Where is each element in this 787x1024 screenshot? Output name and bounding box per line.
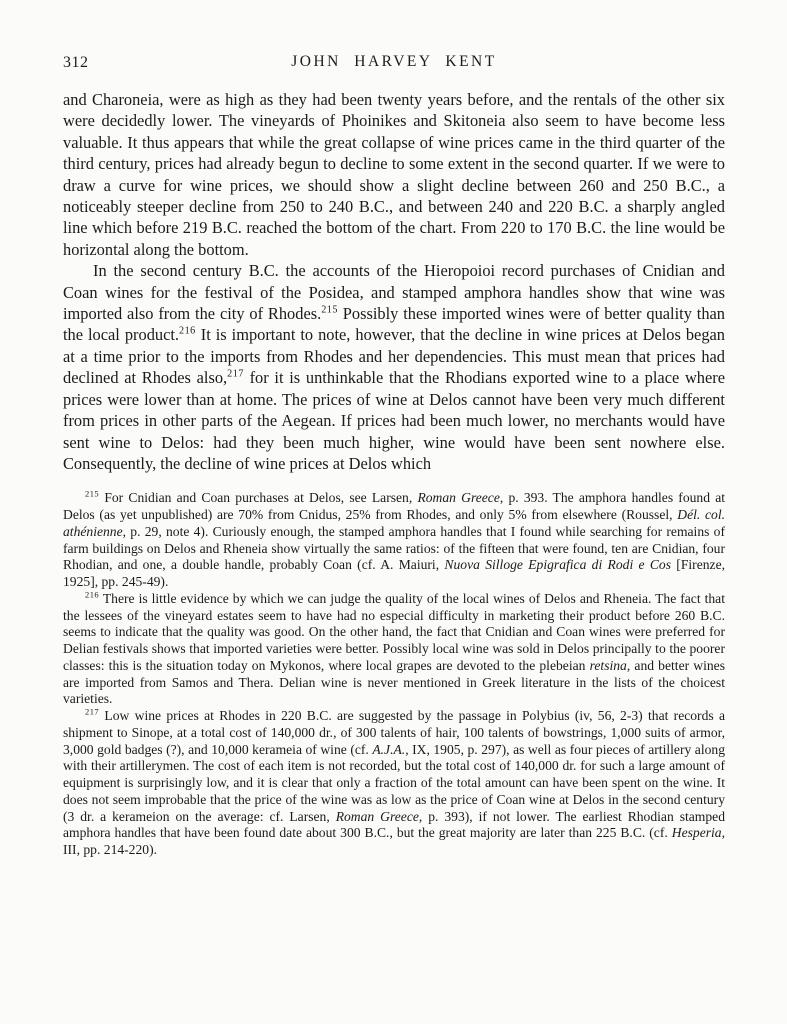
paragraph-2: In the second century B.C. the accounts of the Hieropoioi record purchases of Cnidian and Coan wines for the festival of the Posidea, and stamped amphora handles show that wine was imported also from the city of Rhodes.$^{215}$ Possibly these imported wines were of better quality than the local product.$^{216}$ It is important to note, however, that the decline in wine prices at Delos began at a time prior to the imports from Rhodes and her dependencies. This must mean that prices had declined at Rhodes also,$^{217}$ for it is unthinkable that the Rhodians exported wine to a place where prices were lower than at home. The prices of wine at Delos cannot have been very much different from prices in other parts of the Aegean. If prices had been much lower, no merchants would have sent wine to Delos: had they been much higher, wine would have been sent nowhere else. Consequently, the decline of wine prices at Delos which [63, 261, 726, 473]
paragraph-1: and Charoneia, were as high as they had been twenty years before, and the rentals of the other six were decidedly lower. The vineyards of Phoinikes and Skitoneia also seem to have become less valuable. It thus appears that while the great collapse of wine prices came in the third quarter of the third century, prices had already begun to decline to some extent in the second quarter. If we were to draw a curve for wine prices, we should show a slight decline between 260 and 250 B.C., a noticeably steeper decline from 250 to 240 B.C., and between 240 and 220 B.C. a sharply angled line which before 219 B.C. reached the bottom of the chart. From 220 to 170 B.C. the line would be horizontal along the bottom. [63, 90, 725, 259]
footnote-216: $^{216}$ There is little evidence by which we can judge the quality of the local wines of Delos and Rheneia. The fact that the lessees of the vineyard estates seem to have had no especial difficulty in marketing their product before 260 B.C. seems to indicate that the quality was good. On the other hand, the fact that Cnidian and Coan wines were preferred for Delian festivals shows that imported varieties were better. Possibly local wine was sold in Delos principally to the poorer classes: this is the situation today on Mykonos, where local grapes are devoted to the plebeian retsina, and better wines are imported from Samos and Thera. Delian wine is never mentioned in Greek literature in the lists of the choicest varieties. [63, 589, 725, 707]
running-head: JOHN HARVEY KENT [291, 53, 497, 70]
footnote-217: $^{217}$ Low wine prices at Rhodes in 220 B.C. are suggested by the passage in Polybius (iv, 56, 2-3) that records a shipment to Sinope, at a total cost of 140,000 dr., of 300 talents of hair, 100 talents of bowstrings, 1,000 suits of armor, 3,000 gold badges (?), and 10,000 kerameia of wine (cf. A.J.A., IX, 1905, p. 297), as well as four pieces of artillery along with their artillerymen. The cost of each item is not recorded, but the total cost of 140,000 dr. for such a large amount of equipment is surprisingly low, and it is clear that only a fraction of the total amount can have been spent on the wine. It does not seem improbable that the price of the wine was as low as the price of Coan wine at Delos in the second century (3 dr. a kerameion on the average: cf. Larsen, Roman Greece, p. 393), if not lower. The earliest Rhodian stamped amphora handles that have been found date about 300 B.C., but the great majority are later than 225 B.C. (cf. Hesperia, III, pp. 214-220). [63, 706, 725, 858]
footnote-215: $^{215}$ For Cnidian and Coan purchases at Delos, see Larsen, Roman Greece, p. 393. The amphora handles found at Delos (as yet unpublished) are 70% from Cnidus, 25% from Rhodes, and only 5% from elsewhere (Roussel, Dél. col. athénienne, p. 29, note 4). Curiously enough, the stamped amphora handles that I found while searching for remains of farm buildings on Delos and Rheneia show virtually the same ratios: of the fifteen that were found, ten are Cnidian, four Rhodian, and one, a double handle, probably Coan (cf. A. Maiuri, Nuova Silloge Epigrafica di Rodi e Cos [Firenze, 1925], pp. 245-49). [63, 488, 725, 590]
body-text [63, 89, 725, 474]
footnotes-section [63, 490, 725, 859]
page-header [63, 53, 725, 73]
page-number: 312 [63, 54, 89, 71]
document-page [63, 0, 725, 859]
